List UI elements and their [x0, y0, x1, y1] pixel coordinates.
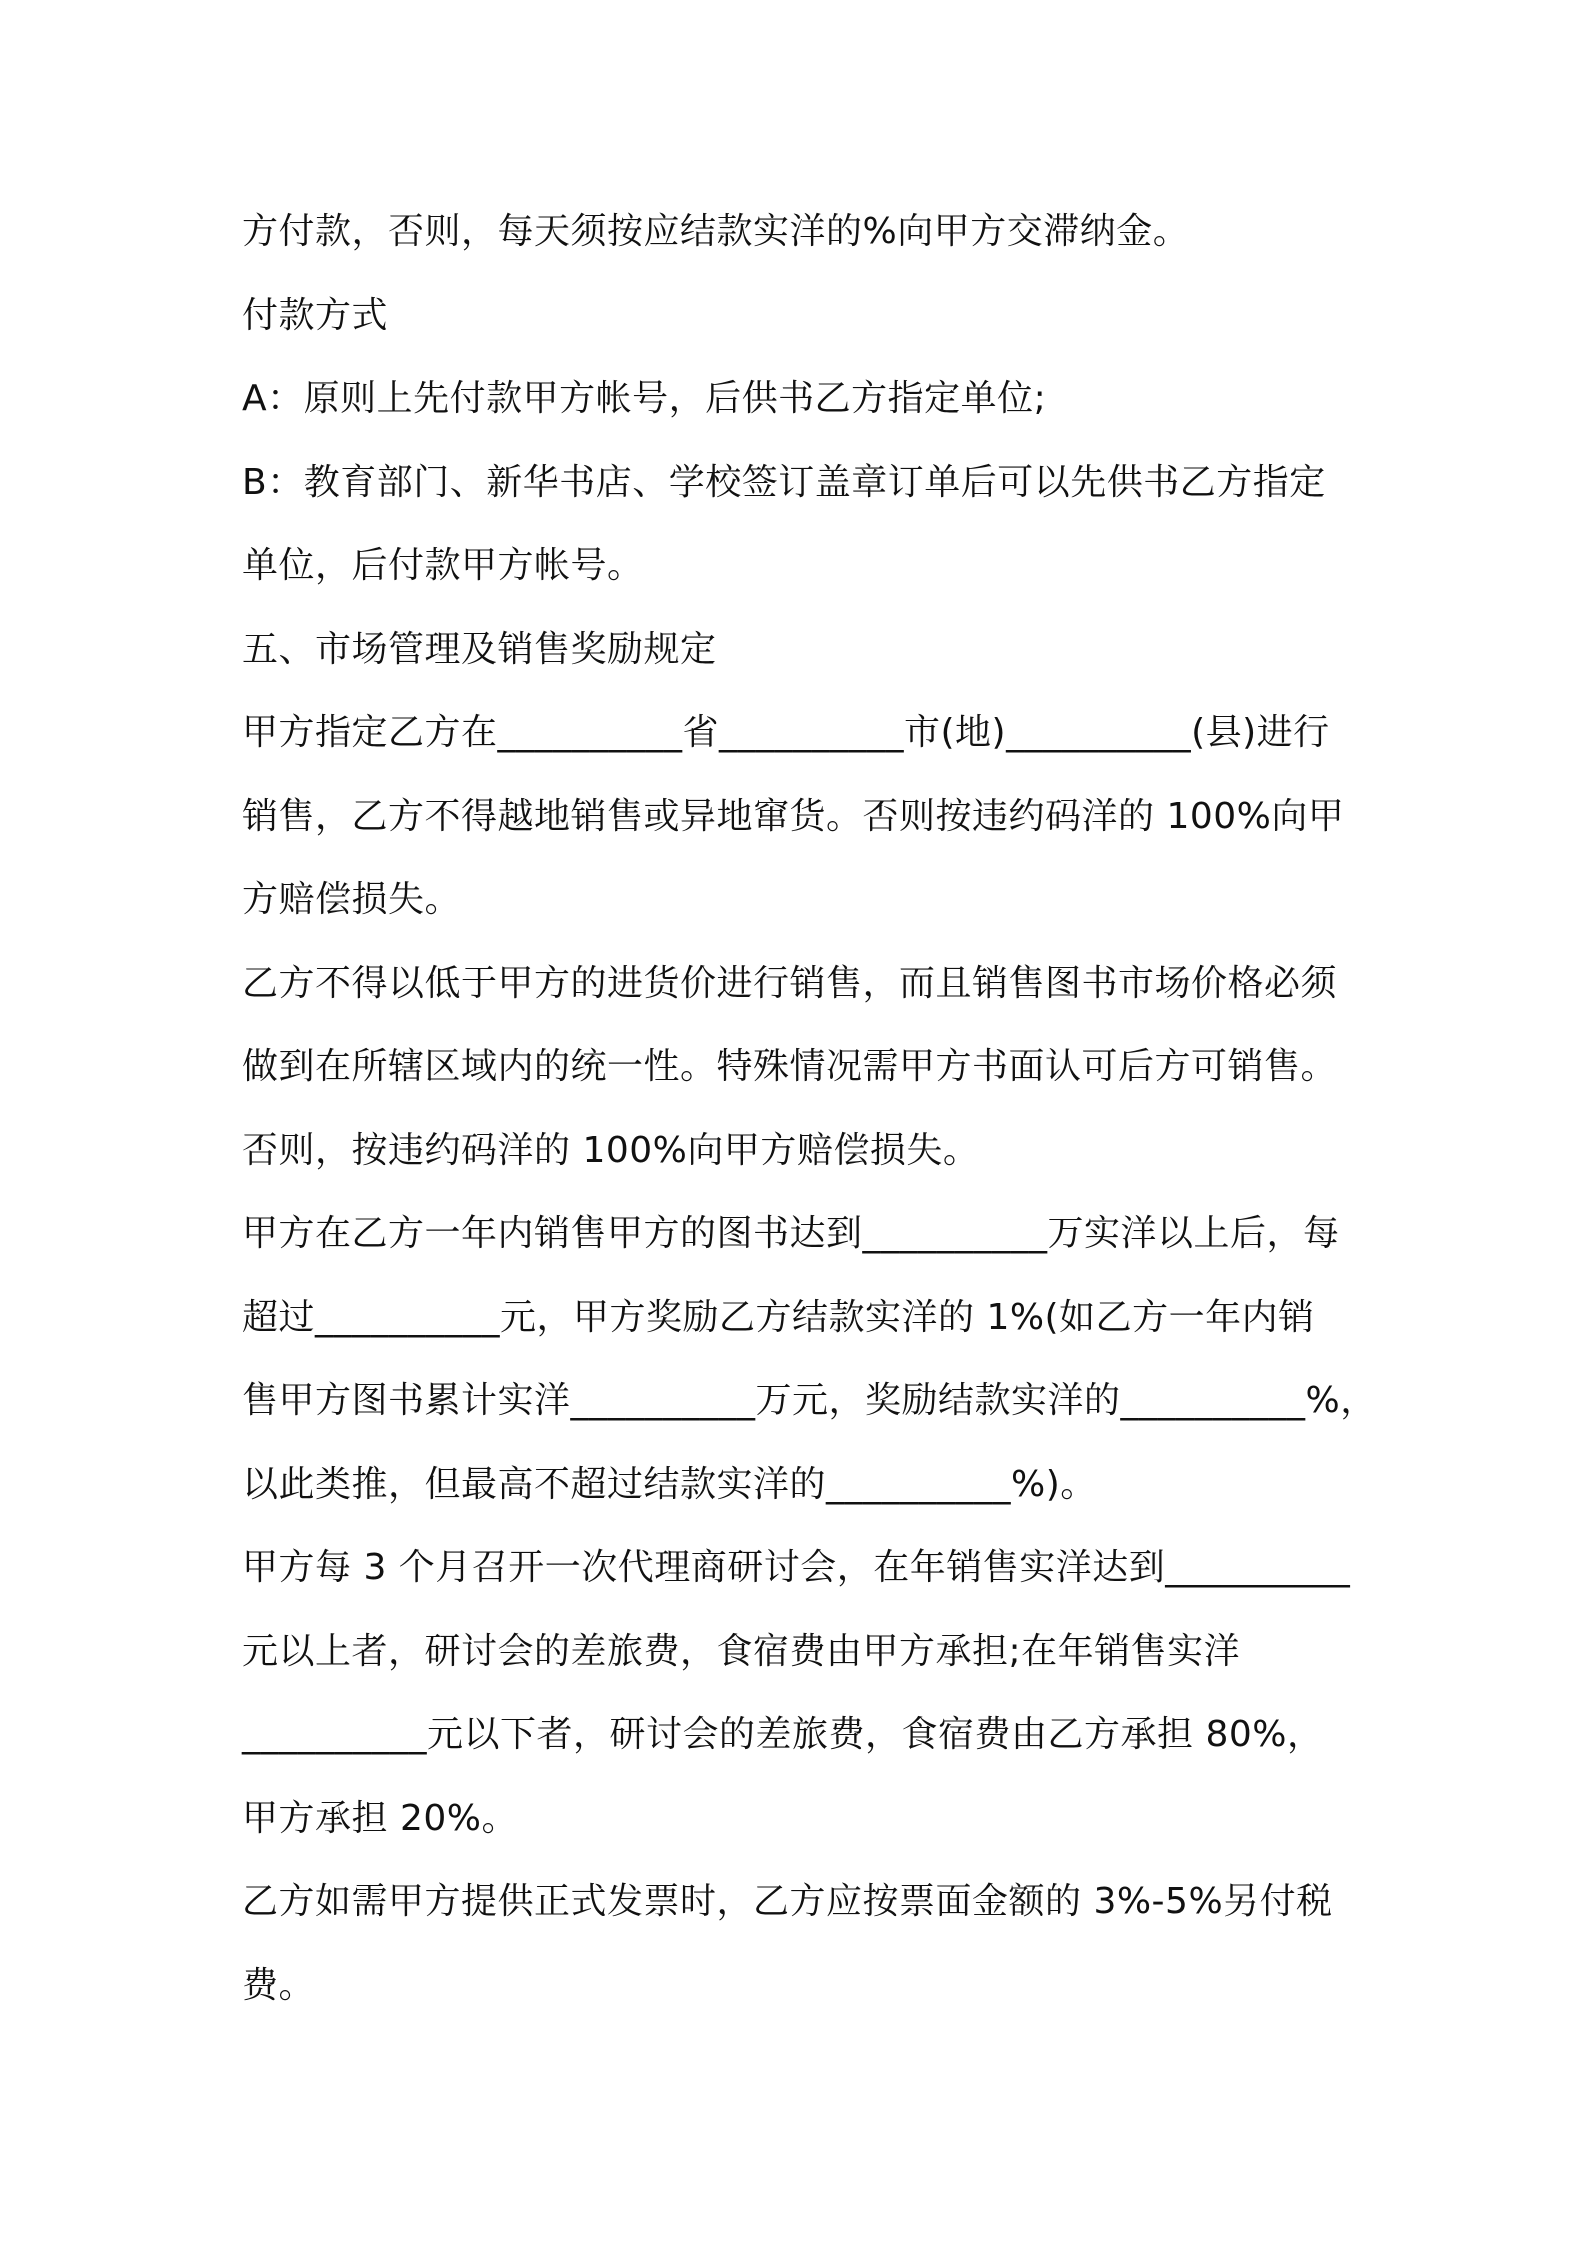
text-line: 否则，按违约码洋的 100%向甲方赔偿损失。: [242, 1129, 980, 1171]
text-line: 乙方不得以低于甲方的进货价进行销售，而且销售图书市场价格必须: [242, 962, 1338, 1004]
text-line: 元以上者，研讨会的差旅费，食宿费由甲方承担;在年销售实洋: [242, 1630, 1241, 1672]
text-line: 售甲方图书累计实洋__________万元，奖励结款实洋的__________%，: [242, 1380, 1377, 1421]
text-line: 甲方每 3 个月召开一次代理商研讨会，在年销售实洋达到__________: [242, 1547, 1351, 1588]
text-line: 甲方承担 20%。: [242, 1797, 518, 1839]
text-line: 超过__________元，甲方奖励乙方结款实洋的 1%(如乙方一年内销: [242, 1296, 1315, 1338]
section-heading: 付款方式: [242, 294, 389, 336]
text-line: __________元以下者，研讨会的差旅费，食宿费由乙方承担 80%，: [242, 1714, 1324, 1755]
text-line: 方付款，否则，每天须按应结款实洋的%向甲方交滞纳金。: [242, 211, 1190, 252]
section-heading: 五、市场管理及销售奖励规定: [242, 628, 717, 670]
text-line: 费。: [242, 1964, 316, 2006]
text-line: A：原则上先付款甲方帐号，后供书乙方指定单位;: [242, 378, 1047, 419]
text-line: B：教育部门、新华书店、学校签订盖章订单后可以先供书乙方指定: [242, 461, 1326, 503]
text-line: 以此类推，但最高不超过结款实洋的__________%)。: [242, 1463, 1097, 1505]
document-body: [242, 190, 1382, 2027]
text-line: 甲方在乙方一年内销售甲方的图书达到__________万实洋以上后，每: [242, 1213, 1340, 1254]
text-line: 乙方如需甲方提供正式发票时，乙方应按票面金额的 3%-5%另付税: [242, 1881, 1333, 1922]
text-line: 单位，后付款甲方帐号。: [242, 545, 644, 586]
text-line: 做到在所辖区域内的统一性。特殊情况需甲方书面认可后方可销售。: [242, 1046, 1338, 1087]
text-line: 销售，乙方不得越地销售或异地窜货。否则按违约码洋的 100%向甲: [242, 795, 1345, 837]
text-line: 甲方指定乙方在__________省__________市(地)__________(县)进行: [242, 712, 1330, 753]
text-line: 方赔偿损失。: [242, 879, 462, 920]
